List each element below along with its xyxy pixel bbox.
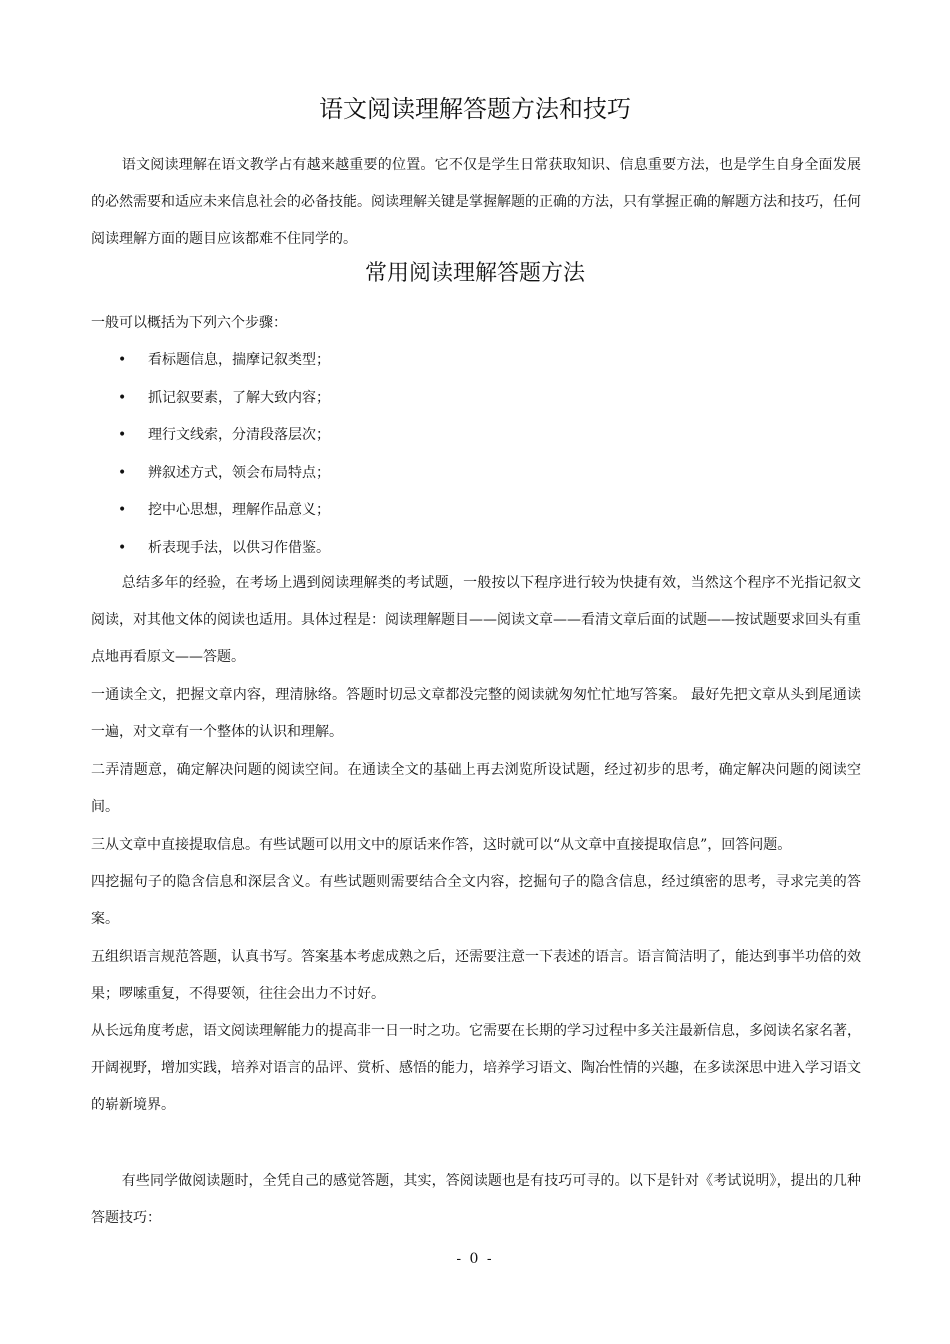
bullet-icon: • <box>118 502 127 519</box>
list-item <box>91 380 691 418</box>
steps-intro: 一般可以概括为下列六个步骤： <box>91 315 287 331</box>
list-item <box>91 530 691 568</box>
list-item <box>91 417 691 455</box>
intro-paragraph: 语文阅读理解在语文教学占有越来越重要的位置。它不仅是学生日常获取知识、信息重要方法，也是学生自身全面发展的必然需要和适应未来信息社会的必备技能。阅读理解关键是掌握解题的正确的方法，只有掌握正确的解题方法和技巧，任何阅读理解方面的题目应该都难不住同学的。 <box>91 157 861 247</box>
point-paragraph-5: 五组织语言规范答题，认真书写。答案基本考虑成熟之后，还需要注意一下表述的语言。语言简洁明了，能达到事半功倍的效果；啰嗦重复，不得要领，往往会出力不讨好。 <box>91 949 861 1002</box>
step-text: 看标题信息，揣摩记叙类型； <box>148 352 330 368</box>
point-paragraph-3: 三从文章中直接提取信息。有些试题可以用文中的原话来作答，这时就可以“从文章中直接提取信息”，回答问题。 <box>91 837 792 853</box>
bullet-icon: • <box>118 539 127 556</box>
list-item <box>91 455 691 493</box>
point-paragraph-2: 二弄清题意，确定解决问题的阅读空间。在通读全文的基础上再去浏览所设试题，经过初步的思考，确定解决问题的阅读空间。 <box>91 762 861 815</box>
point-paragraph-1: 一通读全文，把握文章内容，理清脉络。答题时切忌文章都没完整的阅读就匆匆忙忙地写答案。 最好先把文章从头到尾通读一遍，对文章有一个整体的认识和理解。 <box>91 687 861 740</box>
step-text: 抓记叙要素，了解大致内容； <box>148 389 330 406</box>
bullet-icon: • <box>118 427 127 444</box>
point-paragraph-4: 四挖掘句子的隐含信息和深层含义。有些试题则需要结合全文内容，挖掘句子的隐含信息，经过缜密的思考，寻求完美的答案。 <box>91 874 861 927</box>
bullet-icon: • <box>118 389 127 406</box>
step-text: 挖中心思想，理解作品意义； <box>148 502 330 519</box>
step-text: 辨叙述方式，领会布局特点； <box>148 464 330 481</box>
step-text: 析表现手法，以供习作借鉴。 <box>148 539 330 556</box>
list-item <box>91 342 691 380</box>
section-title: 常用阅读理解答题方法 <box>364 261 585 286</box>
page-number: - 0 - <box>456 1251 494 1267</box>
bullet-icon: • <box>118 352 127 368</box>
steps-list <box>91 342 691 568</box>
bullet-icon: • <box>118 464 127 481</box>
list-item <box>91 492 691 530</box>
summary-paragraph: 总结多年的经验，在考场上遇到阅读理解类的考试题，一般按以下程序进行较为快捷有效，当然这个程序不光指记叙文阅读，对其他文体的阅读也适用。具体过程是：阅读理解题目——阅读文章——看清文章后面的试题——按试题要求回头有重点地再看原文——答题。 <box>91 575 861 665</box>
document-title: 语文阅读理解答题方法和技巧 <box>319 95 631 123</box>
closing-paragraph: 有些同学做阅读题时，全凭自己的感觉答题，其实，答阅读题也是有技巧可寻的。以下是针对《考试说明》，提出的几种答题技巧： <box>91 1173 861 1226</box>
conclusion-paragraph: 从长远角度考虑，语文阅读理解能力的提高非一日一时之功。它需要在长期的学习过程中多关注最新信息，多阅读名家名著，开阔视野，增加实践，培养对语言的品评、赏析、感悟的能力，培养学习语文、陶冶性情的兴趣，在多读深思中进入学习语文的崭新境界。 <box>91 1023 861 1113</box>
step-text: 理行文线索，分清段落层次； <box>148 427 330 444</box>
